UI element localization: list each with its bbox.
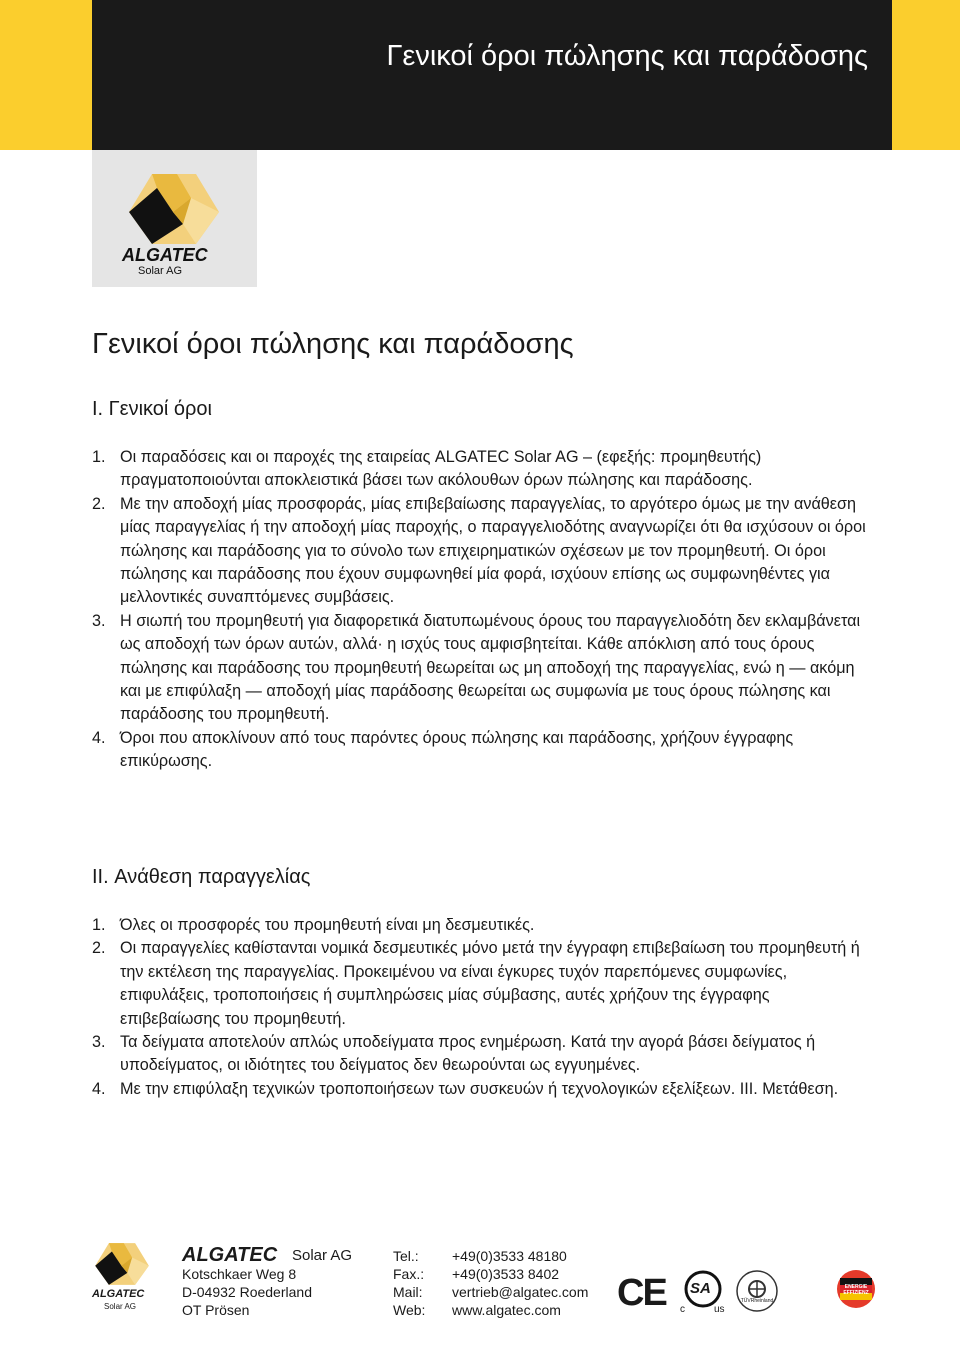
list-item bbox=[92, 727, 872, 774]
item-number: 1. bbox=[92, 916, 106, 934]
footer-fax: +49(0)3533 8402 bbox=[452, 1266, 560, 1282]
energy-text: ENERGIE EFFIZIENZ bbox=[843, 1284, 869, 1296]
list-item bbox=[92, 914, 872, 937]
tuv-text: TÜVRheinland bbox=[740, 1298, 774, 1304]
footer-logo-subtitle: Solar AG bbox=[104, 1302, 137, 1311]
footer-company-sub: Solar AG bbox=[292, 1247, 353, 1264]
footer-tel: +49(0)3533 48180 bbox=[452, 1248, 567, 1264]
footer-tel-label: Tel.: bbox=[393, 1248, 419, 1264]
section-heading-order-placement: II. Ανάθεση παραγγελίας bbox=[92, 866, 311, 888]
logo-subtitle: Solar AG bbox=[138, 265, 183, 277]
list-item bbox=[92, 1031, 872, 1078]
item-number: 3. bbox=[92, 611, 106, 630]
item-number: 4. bbox=[92, 1079, 106, 1098]
header-title: Γενικοί όροι πώλησης και παράδοσης bbox=[386, 40, 868, 72]
list-item bbox=[92, 937, 872, 1031]
csa-text: SA bbox=[690, 1280, 711, 1297]
item-text: Με την αποδοχή μίας προσφοράς, μίας επιβεβαίωσης παραγγελίας, το αργότερο όμως με την ανάθεση μίας παραγγελίας ή την αποδοχή μίας παροχής, ο παραγγελιοδότης αναγνωρίζει ότι θα ισχύσουν οι όροι πώλησης και παράδοσης για το σύνολο των επιχειρηματικών σχέσεων με τον προμηθευτή. Οι όροι πώλησης και παράδοσης που έχουν συμφωνηθεί μία φορά, ισχύουν επίσης ως συμφωνηθέντες για μελλοντικές συναπτόμενες συμβάσεις. bbox=[120, 494, 866, 607]
list-item bbox=[92, 493, 872, 610]
item-text: Όλες οι προσφορές του προμηθευτή είναι μη δεσμευτικές. bbox=[120, 916, 535, 934]
item-number: 1. bbox=[92, 448, 106, 466]
list-item bbox=[92, 1078, 872, 1101]
footer-web[interactable]: www.algatec.com bbox=[452, 1302, 561, 1318]
footer bbox=[0, 1228, 960, 1358]
item-text: Με την επιφύλαξη τεχνικών τροποποιήσεων των συσκευών ή τεχνολογικών εξελίξεων. III. Μετάθεση. bbox=[120, 1079, 839, 1098]
footer-company-name: ALGATEC bbox=[182, 1244, 278, 1266]
csa-us-text: us bbox=[714, 1304, 725, 1315]
item-number: 4. bbox=[92, 728, 106, 747]
footer-district: OT Prösen bbox=[182, 1302, 250, 1318]
logo-emblem-icon bbox=[127, 172, 221, 246]
footer-mail[interactable]: vertrieb@algatec.com bbox=[452, 1284, 589, 1300]
footer-logo-emblem-icon bbox=[94, 1240, 150, 1288]
footer-mail-label: Mail: bbox=[393, 1284, 423, 1300]
footer-logo bbox=[92, 1240, 150, 1311]
item-number: 2. bbox=[92, 494, 106, 513]
footer-city: D-04932 Roederland bbox=[182, 1284, 312, 1300]
item-text: Τα δείγματα αποτελούν απλώς υποδείγματα προς ενημέρωση. Κατά την αγορά βάσει δείγματος ή υποδείγματος, οι ιδιότητες του δείγματος δεν θεωρούνται ως εγγυημένες. bbox=[120, 1033, 816, 1075]
section-heading-general-terms: I. Γενικοί όροι bbox=[92, 398, 212, 420]
footer-web-label: Web: bbox=[393, 1302, 426, 1318]
energy-efficiency-icon bbox=[836, 1268, 876, 1310]
item-number: 3. bbox=[92, 1033, 106, 1052]
item-number: 2. bbox=[92, 939, 106, 958]
general-terms-list bbox=[92, 446, 872, 774]
header-bar bbox=[92, 0, 892, 150]
csa-c-text: c bbox=[680, 1304, 685, 1315]
tuv-mark-icon bbox=[736, 1270, 778, 1312]
ce-mark-icon: CE bbox=[617, 1272, 666, 1314]
footer-logo-name: ALGATEC bbox=[92, 1288, 145, 1300]
list-item bbox=[92, 610, 872, 727]
item-text: Οι παραγγελίες καθίστανται νομικά δεσμευτικές μόνο μετά την έγγραφη επιβεβαίωση του προμηθευτή ή την εκτέλεση της παραγγελίας. Προκειμένου να είναι έγκυρες τυχόν παρεπόμενες συμφωνίες, επιφυλάξεις, τροποποιήσεις ή συμπληρώσεις μίας σύμβασης, αυτές χρήζουν της έγγραφης επιβεβαίωσης του προμηθευτή. bbox=[120, 939, 860, 1028]
order-placement-list bbox=[92, 914, 872, 1101]
item-text: Η σιωπή του προμηθευτή για διαφορετικά διατυπωμένους όρους του παραγγελιοδότη δεν εκλαμβάνεται ως αποδοχή των όρων αυτών, αλλά· η ισχύς τους αμφισβητείται. Κάθε απόκλιση από τους όρους πώλησης και παράδοσης του προμηθευτή θεωρείται ως μη αποδοχή της παραγγελίας, ενώ η — ακόμη και με επιφύλαξη — αποδοχή μίας παράδοσης θεωρείται ως συμφωνία με τους όρους πώλησης και παράδοσης του προμηθευτή. bbox=[120, 611, 861, 724]
footer-street: Kotschkaer Weg 8 bbox=[182, 1266, 297, 1282]
footer-fax-label: Fax.: bbox=[393, 1266, 425, 1282]
item-text: Όροι που αποκλίνουν από τους παρόντες όρους πώλησης και παράδοσης, χρήζουν έγγραφης επικύρωσης. bbox=[120, 728, 794, 771]
logo-name: ALGATEC bbox=[122, 245, 208, 265]
csa-mark-icon bbox=[680, 1268, 725, 1315]
document-title: Γενικοί όροι πώλησης και παράδοσης bbox=[92, 328, 574, 360]
item-text: Οι παραδόσεις και οι παροχές της εταιρείας ALGATEC Solar AG – (εφεξής: προμηθευτής) πραγματοποιούνται αποκλειστικά βάσει των ακόλουθων όρων πώλησης και παράδοσης. bbox=[120, 448, 762, 490]
list-item bbox=[92, 446, 872, 493]
company-logo bbox=[92, 150, 257, 287]
